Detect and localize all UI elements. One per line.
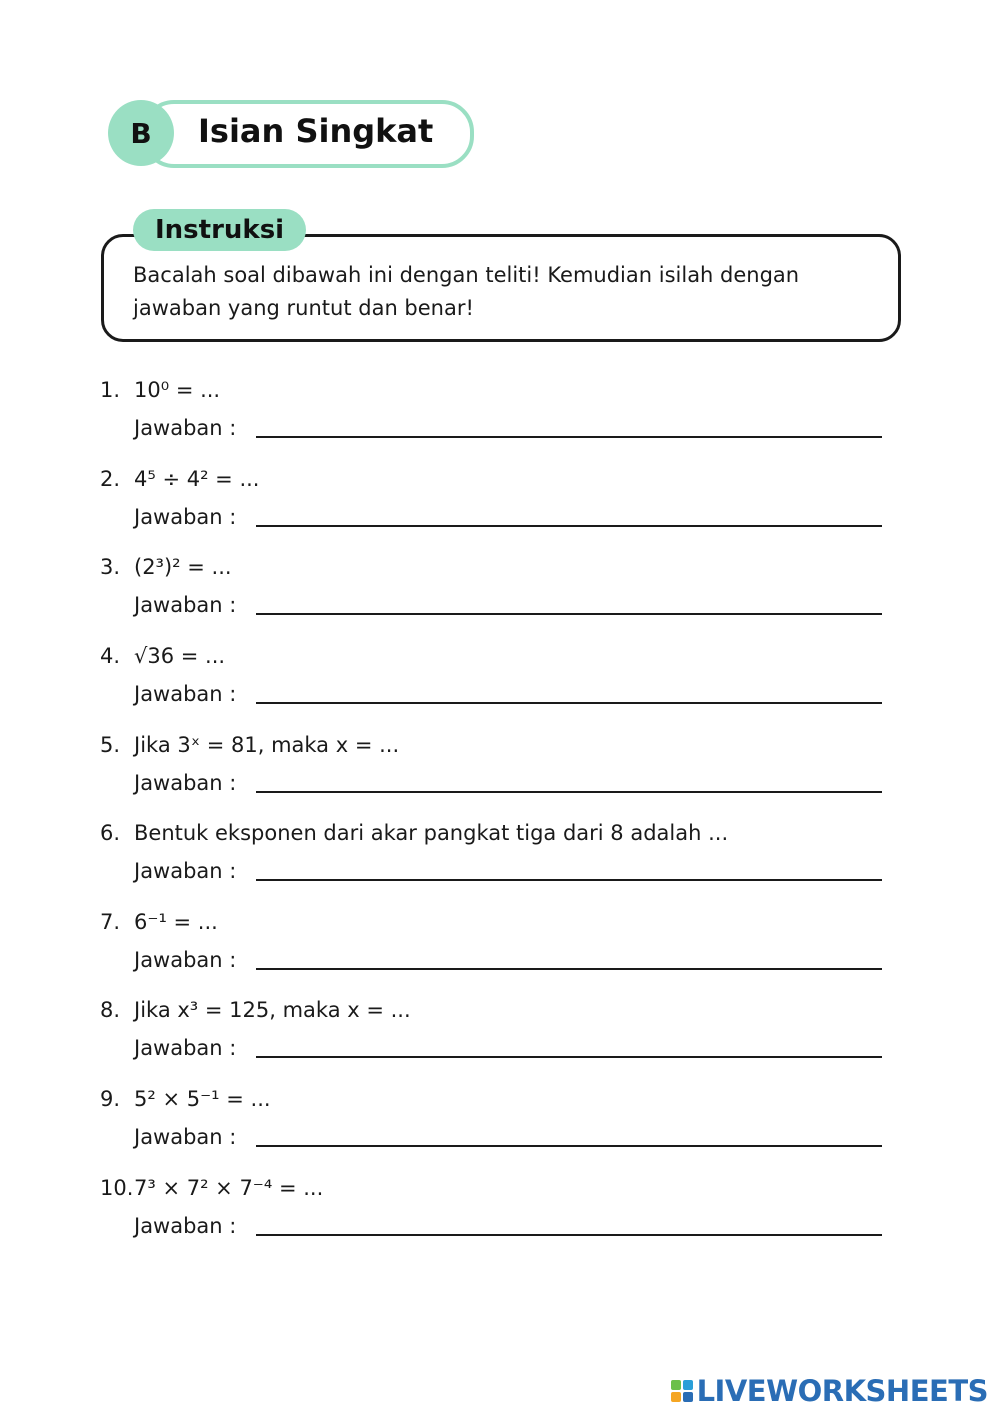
answer-label: Jawaban : xyxy=(134,593,237,617)
section-header xyxy=(108,100,470,164)
question-text: Jika x³ = 125, maka x = ... xyxy=(134,998,411,1022)
answer-label: Jawaban : xyxy=(134,505,237,529)
question-text: 7³ × 7² × 7⁻⁴ = ... xyxy=(134,1176,324,1200)
answer-label: Jawaban : xyxy=(134,859,237,883)
question-number: 8. xyxy=(100,998,121,1022)
question-3 xyxy=(100,553,890,633)
question-number: 1. xyxy=(100,378,121,402)
instructions-label: Instruksi xyxy=(133,209,306,251)
answer-label: Jawaban : xyxy=(134,948,237,972)
question-text: Bentuk eksponen dari akar pangkat tiga dari 8 adalah ... xyxy=(134,821,729,845)
question-number: 10. xyxy=(100,1176,134,1200)
answer-label: Jawaban : xyxy=(134,1214,237,1238)
question-text: √36 = ... xyxy=(134,644,226,668)
liveworksheets-logo xyxy=(671,1374,988,1408)
instructions-text: Bacalah soal dibawah ini dengan teliti! Kemudian isilah dengan jawaban yang runtut dan benar! xyxy=(133,263,800,320)
answer-field[interactable] xyxy=(256,436,882,438)
answer-field[interactable] xyxy=(256,525,882,527)
question-8 xyxy=(100,996,890,1076)
question-text: 6⁻¹ = ... xyxy=(134,910,218,934)
answer-field[interactable] xyxy=(256,613,882,615)
answer-label: Jawaban : xyxy=(134,682,237,706)
question-1 xyxy=(100,376,890,456)
answer-field[interactable] xyxy=(256,968,882,970)
question-number: 7. xyxy=(100,910,121,934)
question-number: 9. xyxy=(100,1087,121,1111)
answer-field[interactable] xyxy=(256,791,882,793)
answer-label: Jawaban : xyxy=(134,1036,237,1060)
question-9 xyxy=(100,1085,890,1165)
question-2 xyxy=(100,465,890,545)
question-number: 2. xyxy=(100,467,121,491)
answer-label: Jawaban : xyxy=(134,771,237,795)
answer-field[interactable] xyxy=(256,1234,882,1236)
answer-field[interactable] xyxy=(256,702,882,704)
question-number: 4. xyxy=(100,644,121,668)
answer-label: Jawaban : xyxy=(134,416,237,440)
question-7 xyxy=(100,908,890,988)
question-number: 6. xyxy=(100,821,121,845)
question-10 xyxy=(100,1174,890,1254)
brand-name: LIVEWORKSHEETS xyxy=(696,1374,988,1408)
section-badge: B xyxy=(108,100,174,166)
question-text: Jika 3ˣ = 81, maka x = ... xyxy=(134,733,400,757)
question-6 xyxy=(100,819,890,899)
answer-field[interactable] xyxy=(256,1145,882,1147)
question-5 xyxy=(100,731,890,811)
question-text: 10⁰ = ... xyxy=(134,378,221,402)
question-4 xyxy=(100,642,890,722)
question-text: 4⁵ ÷ 4² = ... xyxy=(134,467,260,491)
section-title: Isian Singkat xyxy=(198,112,434,150)
question-number: 5. xyxy=(100,733,121,757)
liveworksheets-icon xyxy=(671,1380,693,1402)
answer-label: Jawaban : xyxy=(134,1125,237,1149)
question-number: 3. xyxy=(100,555,121,579)
answer-field[interactable] xyxy=(256,879,882,881)
question-text: (2³)² = ... xyxy=(134,555,232,579)
answer-field[interactable] xyxy=(256,1056,882,1058)
question-text: 5² × 5⁻¹ = ... xyxy=(134,1087,271,1111)
